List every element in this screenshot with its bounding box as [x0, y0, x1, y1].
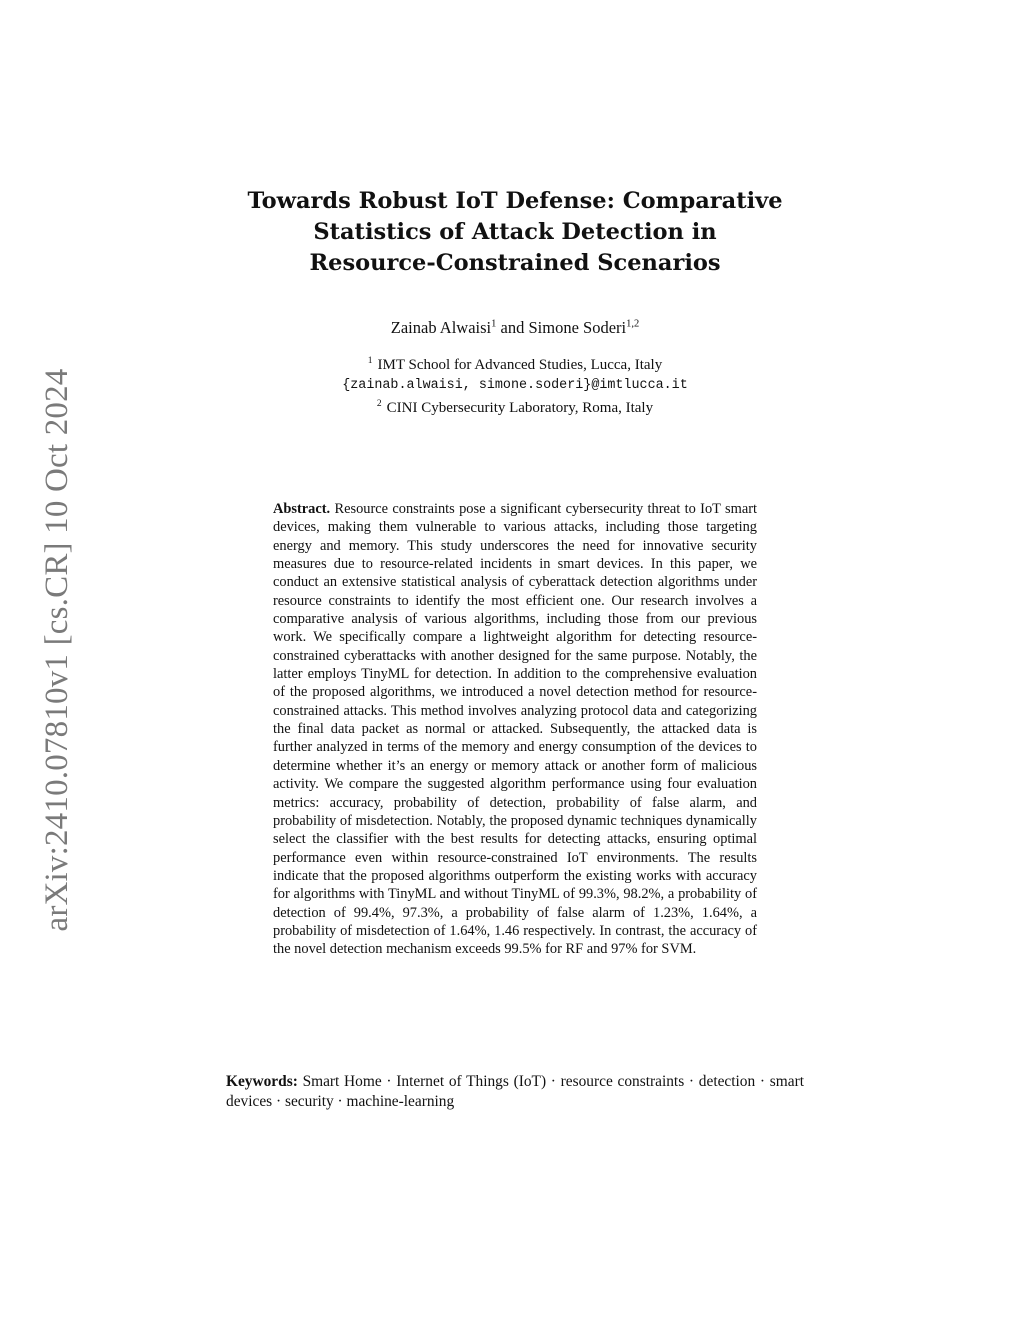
author-name: Simone Soderi	[528, 318, 627, 337]
affiliation-2	[212, 395, 818, 418]
keywords	[226, 1072, 804, 1112]
title-line-1: Towards Robust IoT Defense: Comparative	[247, 188, 783, 214]
affiliation-1	[212, 352, 818, 375]
affiliation-text: IMT School for Advanced Studies, Lucca, Italy	[377, 357, 663, 373]
keywords-label: Keywords:	[226, 1073, 298, 1090]
affiliation-number: 1	[367, 356, 373, 366]
abstract-label: Abstract.	[273, 501, 331, 517]
arxiv-identifier: arXiv:2410.07810v1 [cs.CR] 10 Oct 2024	[39, 368, 75, 932]
keywords-text: Smart Home · Internet of Things (IoT) · resource constraints · detection · smart devices · security · machine-learning	[226, 1073, 804, 1110]
paper-title	[212, 186, 818, 279]
author-name: Zainab Alwaisi	[390, 318, 492, 337]
email-addresses: {zainab.alwaisi, simone.soderi}@imtlucca.it	[342, 378, 688, 393]
author-affiliation-mark: 1,2	[626, 318, 640, 330]
author-list	[212, 318, 818, 338]
author-affiliation-mark: 1	[491, 318, 497, 330]
author-conjunction: and	[496, 318, 529, 337]
abstract	[273, 500, 757, 959]
author-emails	[212, 375, 818, 395]
title-line-2: Statistics of Attack Detection in	[313, 219, 717, 245]
affiliation-text: CINI Cybersecurity Laboratory, Roma, Italy	[386, 400, 654, 416]
title-line-3: Resource-Constrained Scenarios	[309, 250, 721, 276]
abstract-text: Resource constraints pose a significant cybersecurity threat to IoT smart devices, making them vulnerable to various attacks, including those targeting energy and memory. This study underscores the need for innovative security measures due to resource-related incidents in smart devices. In this paper, we conduct an extensive statistical analysis of cyberattack detection algorithms under resource constraints to identify the most efficient one. Our research involves a comparative analysis of various algorithms, including those from our previous work. We specifically compare a lightweight algorithm for detecting resource-constrained cyberattacks with another designed for the same purpose. Notably, the latter employs TinyML for detection. In addition to the comprehensive evaluation of the proposed algorithms, we introduced a novel detection method for resource-constrained attacks. This method involves analyzing protocol data and categorizing the final data packet as normal or attacked. Subsequently, the attacked data is further analyzed in terms of the memory and energy consumption of the devices to determine whether it’s an energy or memory attack or another form of malicious activity. We compare the suggested algorithm performance using four evaluation metrics: accuracy, probability of detection, probability of false alarm, and probability of misdetection. Notably, the proposed dynamic techniques dynamically select the classifier with the best results for detecting attacks, ensuring optimal performance even within resource-constrained IoT environments. The results indicate that the proposed algorithms outperform the existing works with accuracy for algorithms with TinyML and without TinyML of 99.3%, 98.2%, a probability of detection of 99.4%, 97.3%, a probability of false alarm of 1.23%, 1.64%, a probability of misdetection of 1.64%, 1.46 respectively. In contrast, the accuracy of the novel detection mechanism exceeds 99.5% for RF and 97% for SVM.	[273, 501, 757, 958]
affiliations	[212, 352, 818, 418]
affiliation-number: 2	[376, 399, 382, 409]
